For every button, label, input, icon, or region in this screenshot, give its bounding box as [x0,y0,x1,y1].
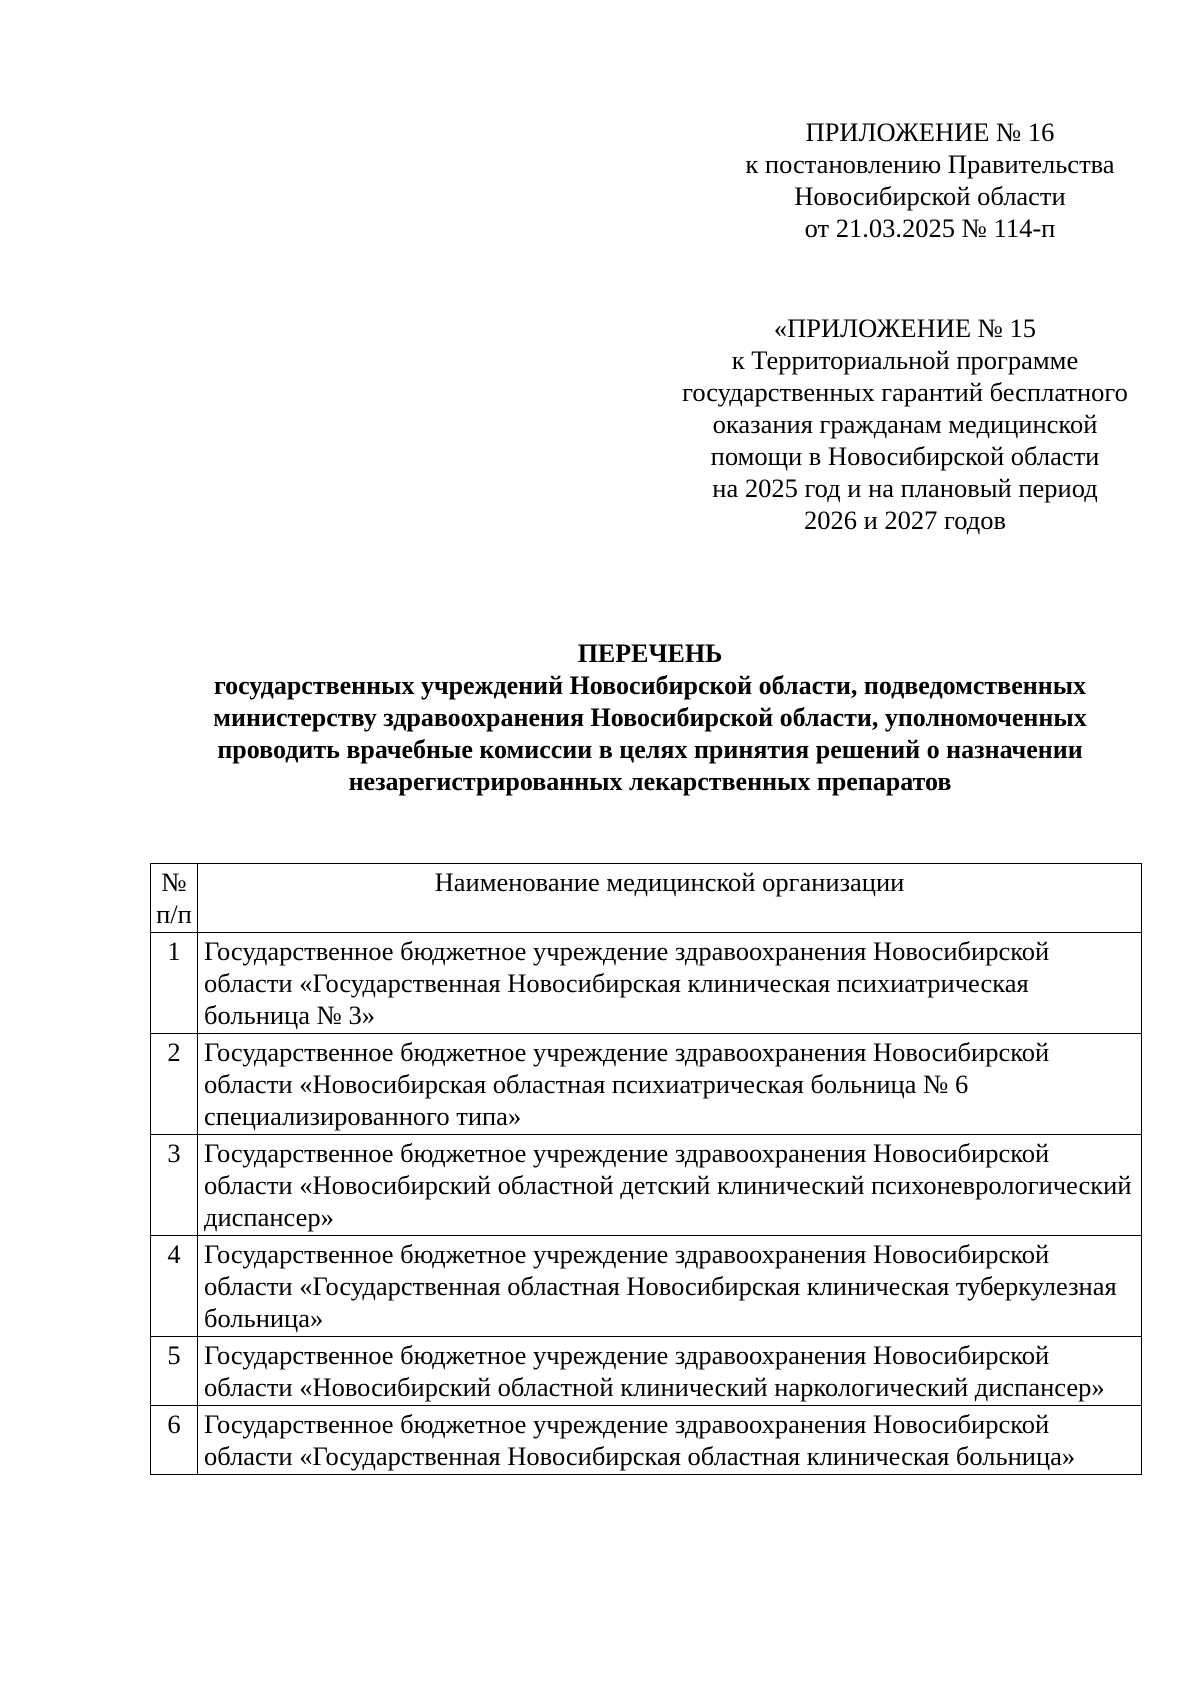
title-line-3: проводить врачебные комиссии в целях принятия решений о назначении [217,735,1083,764]
appendix-15-line-3: государственных гарантий бесплатного [682,377,1128,407]
row-organization-name: Государственное бюджетное учреждение здравоохранения Новосибирской области «Государственная Новосибирская клиническая психиатрическая больница № 3» [198,933,1142,1034]
row-organization-name: Государственное бюджетное учреждение здравоохранения Новосибирской области «Новосибирский областной клинический наркологический диспансер» [198,1337,1142,1406]
table-row [151,1135,1142,1236]
table-header-row [151,864,1142,933]
header-number [151,864,198,933]
row-organization-name: Государственное бюджетное учреждение здравоохранения Новосибирской области «Государственная областная Новосибирская клиническая туберкулезная больница» [198,1236,1142,1337]
title-line-4: незарегистрированных лекарственных препаратов [348,767,952,796]
appendix-15-line-2: к Территориальной программе [731,345,1079,375]
title-heading: ПЕРЕЧЕНЬ [577,639,723,668]
appendix-15-label: «ПРИЛОЖЕНИЕ № 15 [773,313,1037,343]
table-row [151,1337,1142,1406]
row-number: 4 [151,1236,198,1337]
table-row [151,1034,1142,1135]
header-name: Наименование медицинской организации [198,864,1142,933]
document-title [100,638,1200,798]
row-number: 2 [151,1034,198,1135]
title-line-1: государственных учреждений Новосибирской области, подведомственных [213,671,1087,700]
header-number-symbol: № [161,867,187,897]
appendix-15-line-5: помощи в Новосибирской области [710,441,1100,471]
appendix-16-header [730,116,1130,244]
appendix-16-date-number: от 21.03.2025 № 114-п [804,213,1056,243]
appendix-15-line-7: 2026 и 2027 годов [804,505,1006,535]
row-organization-name: Государственное бюджетное учреждение здравоохранения Новосибирской области «Новосибирская областная психиатрическая больница № 6 специализированного типа» [198,1034,1142,1135]
row-number: 5 [151,1337,198,1406]
table-row [151,933,1142,1034]
appendix-16-resolution: к постановлению Правительства [745,149,1115,179]
row-number: 3 [151,1135,198,1236]
row-organization-name: Государственное бюджетное учреждение здравоохранения Новосибирской области «Государственная Новосибирская областная клиническая больница» [198,1406,1142,1475]
row-number: 1 [151,933,198,1034]
appendix-15-line-6: на 2025 год и на плановый период [712,473,1098,503]
organizations-table [150,863,1142,1475]
appendix-15-line-4: оказания гражданам медицинской [712,409,1098,439]
appendix-16-region: Новосибирской области [794,181,1066,211]
table-row [151,1236,1142,1337]
header-number-abbr: п/п [156,899,192,929]
appendix-15-header [640,312,1170,536]
appendix-16-label: ПРИЛОЖЕНИЕ № 16 [805,117,1055,147]
title-line-2: министерству здравоохранения Новосибирской области, уполномоченных [213,703,1087,732]
row-organization-name: Государственное бюджетное учреждение здравоохранения Новосибирской области «Новосибирский областной детский клинический психоневрологический диспансер» [198,1135,1142,1236]
table-row [151,1406,1142,1475]
row-number: 6 [151,1406,198,1475]
